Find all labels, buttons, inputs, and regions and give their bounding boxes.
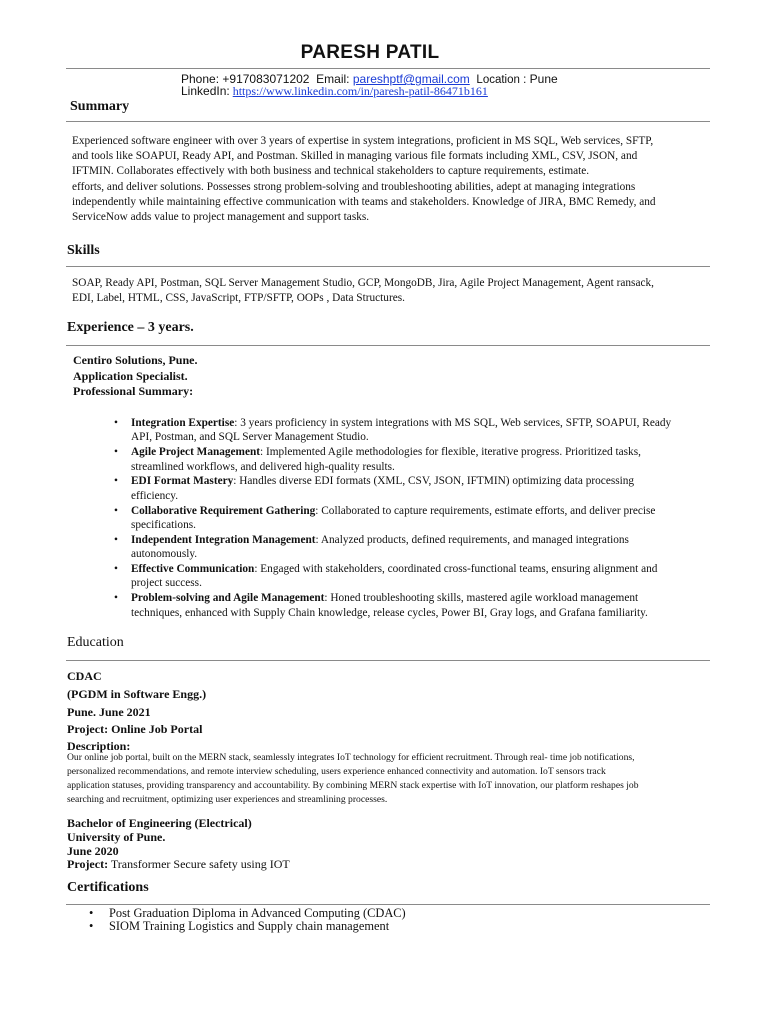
linkedin-link[interactable]: https://www.linkedin.com/in/paresh-patil-86471b161 — [232, 84, 488, 98]
item-title: EDI Format Mastery — [131, 475, 234, 488]
list-item — [89, 907, 406, 920]
header-divider — [66, 68, 710, 69]
education-place-date: Pune. June 2021 — [67, 705, 151, 719]
skills-line: EDI, Label, HTML, CSS, JavaScript, FTP/SFTP, OOPs , Data Structures. — [72, 292, 405, 305]
experience-divider — [66, 345, 710, 346]
summary-text — [72, 134, 702, 225]
item-title: Problem-solving and Agile Management — [131, 592, 325, 605]
list-item — [112, 474, 712, 503]
bullet-icon: • — [114, 533, 118, 546]
location-label: Location : — [476, 74, 527, 86]
project-label: Project: — [67, 857, 109, 871]
bullet-icon: • — [114, 504, 118, 517]
experience-company-block — [73, 353, 197, 400]
skills-line: SOAP, Ready API, Postman, SQL Server Management Studio, GCP, MongoDB, Jira, Agile Project Management, Agent ransack, — [72, 277, 654, 289]
experience-heading: Experience – 3 years. — [67, 320, 194, 335]
email-link[interactable]: pareshptf@gmail.com — [352, 72, 470, 86]
university-name: University of Pune. — [67, 830, 166, 844]
list-item — [112, 504, 712, 533]
phone-number: +917083071202 — [222, 72, 310, 86]
summary-line: efforts, and deliver solutions. Possesses strong problem-solving and troubleshooting abilities, adept at managing integrations — [72, 180, 636, 193]
item-text: : Handles diverse EDI formats (XML, CSV, JSON, IFTMIN) optimizing data processing — [233, 475, 635, 488]
project-name: Transformer Secure safety using IOT — [108, 857, 290, 871]
summary-line: Experienced software engineer with over 3 years of expertise in system integrations, proficient in MS SQL, Web services, SFTP, — [72, 135, 654, 147]
item-title: Integration Expertise — [131, 417, 235, 429]
certifications-divider — [66, 904, 710, 905]
summary-divider — [66, 121, 710, 122]
item-title: Effective Communication — [131, 563, 255, 576]
experience-list — [112, 416, 712, 620]
email-label: Email: — [316, 72, 350, 86]
item-text: : Analyzed products, defined requirements, and managed integrations — [315, 533, 629, 546]
location-value: Pune — [529, 72, 558, 86]
description-line: personalized recommendations, and remote interview scheduling, users experience enhanced connectivity and automation. IoT sensors track — [67, 766, 606, 777]
certifications-list — [89, 907, 406, 934]
education-heading: Education — [67, 635, 124, 650]
list-item — [112, 562, 712, 591]
item-text: : Collaborated to capture requirements, estimate efforts, and deliver precise — [315, 504, 656, 517]
bullet-icon: • — [114, 563, 118, 576]
phone-label: Phone: — [181, 72, 220, 86]
list-item — [112, 533, 712, 562]
education-course: (PGDM in Software Engg.) — [67, 687, 207, 701]
degree-date: June 2020 — [67, 844, 119, 858]
item-text: specifications. — [131, 519, 196, 532]
certification-text: Post Graduation Diploma in Advanced Computing (CDAC) — [109, 906, 406, 920]
bullet-icon: • — [114, 475, 118, 488]
description-line: application statuses, providing transparency and accountability. By combining MERN stack expertise with IoT innovation, our platform reshapes job — [67, 780, 639, 791]
professional-summary-label: Professional Summary: — [73, 384, 194, 399]
education-divider — [66, 660, 710, 661]
item-title: Agile Project Management — [131, 446, 261, 459]
skills-heading: Skills — [67, 243, 100, 258]
project-description — [67, 751, 703, 807]
item-text: project success. — [131, 577, 202, 590]
candidate-name: PARESH PATIL — [300, 42, 440, 63]
degree-name: Bachelor of Engineering (Electrical) — [67, 816, 252, 830]
linkedin-line — [181, 84, 488, 99]
summary-line: and tools like SOAPUI, Ready API, and Postman. Skilled in managing various file formats including XML, CSV, JSON, and — [72, 150, 638, 163]
description-line: searching and recruitment, optimizing user experiences and streamlining processes. — [67, 794, 388, 805]
skills-text — [72, 276, 702, 306]
summary-heading: Summary — [70, 99, 130, 114]
company-name: Centiro Solutions, Pune. — [73, 353, 198, 367]
skills-divider — [66, 266, 710, 267]
item-text: autonomously. — [131, 548, 198, 561]
job-role: Application Specialist. — [73, 368, 188, 383]
list-item — [112, 591, 712, 620]
bullet-icon: • — [89, 906, 94, 920]
item-text: efficiency. — [131, 489, 179, 502]
item-text: : Engaged with stakeholders, coordinated cross-functional teams, ensuring alignment and — [254, 563, 658, 576]
list-item — [112, 445, 712, 474]
item-text: streamlined workflows, and delivered high-quality results. — [131, 460, 395, 473]
education-project: Project: Online Job Portal — [67, 722, 203, 736]
item-title: Collaborative Requirement Gathering — [131, 504, 316, 517]
description-line: Our online job portal, built on the MERN stack, seamlessly integrates IoT technology for efficient recruitment. Through real- time job notifications, — [67, 752, 635, 763]
item-text: API, Postman, and SQL Server Management Studio. — [131, 431, 369, 444]
item-text: : Implemented Agile methodologies for flexible, iterative progress. Prioritized tasks, — [260, 446, 641, 459]
item-text: : 3 years proficiency in system integrations with MS SQL, Web services, SFTP, SOAPUI, Ready — [234, 417, 672, 429]
item-title: Independent Integration Management — [131, 533, 316, 546]
item-text: techniques, enhanced with Supply Chain knowledge, release cycles, Power BI, Gray logs, and Grafana familiarity. — [131, 606, 648, 619]
education-institute: CDAC — [67, 669, 102, 683]
summary-line: independently while maintaining effective communication with teams and stakeholders. Knowledge of JIRA, BMC Remedy, and — [72, 195, 656, 208]
list-item — [112, 416, 712, 445]
certification-text: SIOM Training Logistics and Supply chain management — [109, 919, 390, 934]
summary-line: IFTMIN. Collaborates effectively with both business and technical stakeholders to capture requirements, estimate. — [72, 165, 590, 178]
bullet-icon: • — [114, 592, 118, 605]
bullet-icon: • — [89, 919, 94, 934]
degree-project — [67, 857, 290, 872]
list-item — [89, 920, 406, 933]
bullet-icon: • — [114, 446, 118, 459]
linkedin-label: LinkedIn: — [181, 84, 230, 98]
description-label: Description: — [67, 739, 131, 753]
bullet-icon: • — [114, 417, 118, 429]
summary-line: ServiceNow adds value to project management and support tasks. — [72, 211, 370, 224]
item-text: : Honed troubleshooting skills, mastered agile workload management — [324, 592, 639, 605]
certifications-heading: Certifications — [67, 880, 149, 895]
